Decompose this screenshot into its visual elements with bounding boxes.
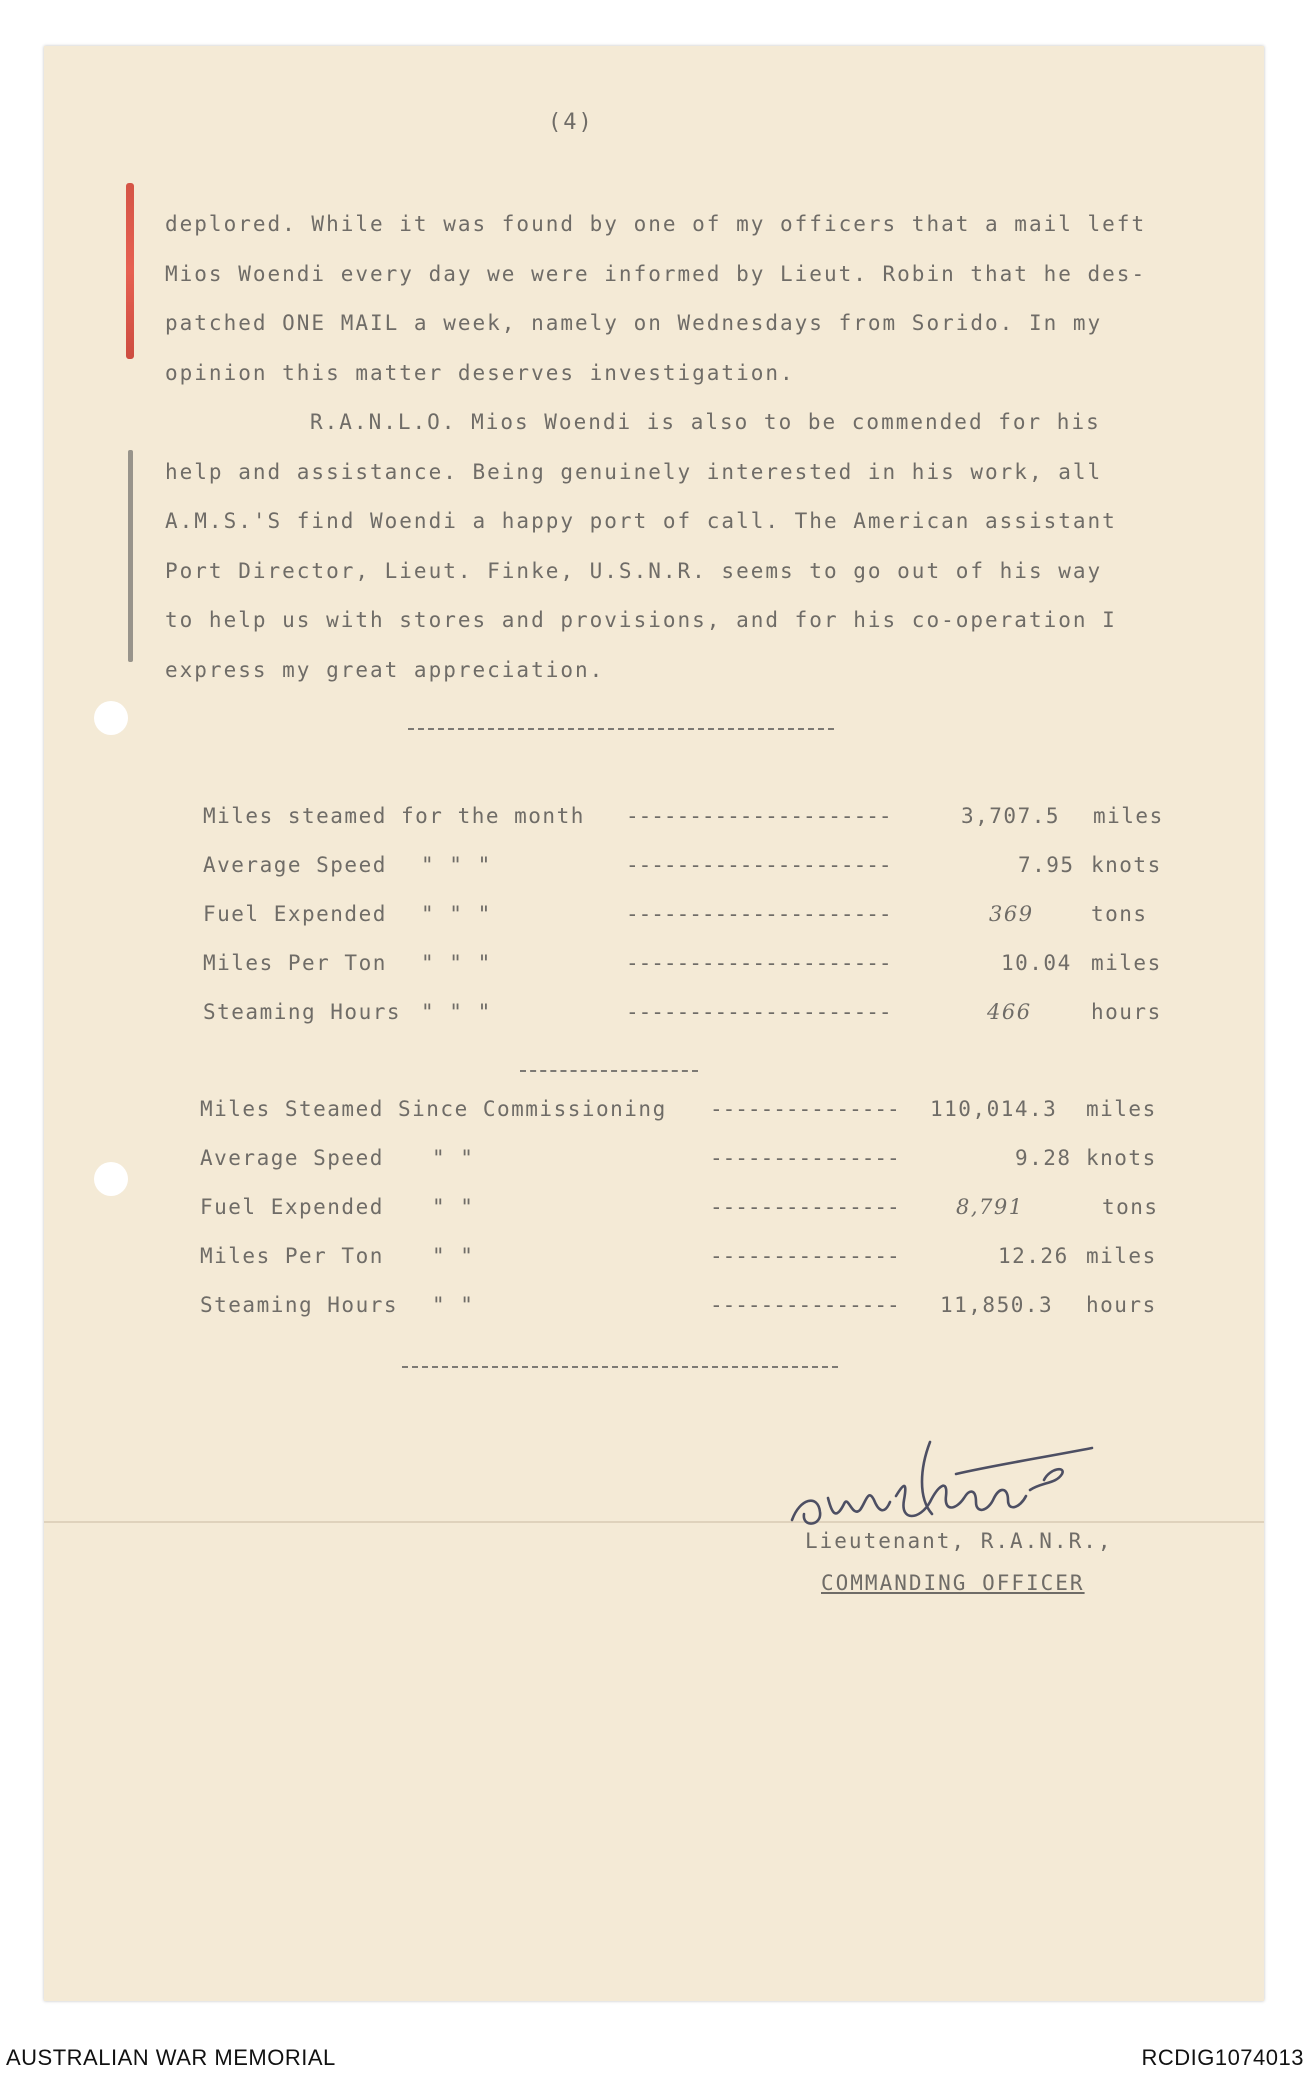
paragraph-1-line: Mios Woendi every day we were informed by Lieut. Robin that he des- [165, 261, 1147, 286]
stat-ditto: " " [432, 1244, 475, 1268]
pencil-margin-mark [128, 450, 133, 662]
stat-leader: --------------------- [626, 804, 892, 828]
stat-label: Miles Steamed Since Commissioning [200, 1097, 667, 1121]
table-divider [520, 1070, 698, 1072]
stat-unit: hours [1091, 1000, 1162, 1024]
stat-value: 7.95 [1018, 853, 1075, 877]
stat-label: Average Speed [203, 853, 387, 877]
stat-ditto: " " [432, 1293, 475, 1317]
paragraph-1-line: deplored. While it was found by one of my officers that a mail left [165, 212, 1147, 236]
paragraph-2-line: help and assistance. Being genuinely interested in his work, all [165, 459, 1103, 484]
stat-leader: --------------- [710, 1097, 900, 1121]
punch-hole-lower [94, 1162, 128, 1196]
stat-leader: --------------------- [626, 853, 892, 877]
page-number: (4) [548, 110, 594, 135]
stat-leader: --------------------- [626, 951, 892, 975]
punch-hole-upper [94, 701, 128, 735]
stat-leader: --------------- [710, 1195, 900, 1219]
archive-id: RCDIG1074013 [1141, 2045, 1304, 2070]
stat-leader: --------------- [710, 1293, 900, 1317]
stat-unit: miles [1086, 1097, 1157, 1121]
stat-value: 9.28 [1015, 1146, 1072, 1170]
paragraph-1-line: patched ONE MAIL a week, namely on Wednesdays from Sorido. In my [165, 311, 1103, 335]
stat-leader: --------------------- [626, 1000, 892, 1024]
stat-label: Fuel Expended [203, 902, 387, 926]
stat-unit: miles [1091, 951, 1162, 975]
stat-value: 11,850.3 [940, 1293, 1054, 1317]
stat-label: Average Speed [200, 1146, 384, 1170]
stat-value: 10.04 [1001, 951, 1072, 975]
stat-label: Steaming Hours [203, 1000, 402, 1024]
officer-rank: Lieutenant, R.A.N.R., [805, 1529, 1113, 1553]
stat-unit: tons [1102, 1195, 1159, 1219]
stat-unit: knots [1086, 1146, 1157, 1170]
stat-leader: --------------------- [626, 902, 892, 926]
paragraph-2-line: A.M.S.'S find Woendi a happy port of call. The American assistant [165, 509, 1117, 533]
paragraph-2-line: R.A.N.L.O. Mios Woendi is also to be commended for his [310, 410, 1101, 434]
paragraph-2-line: to help us with stores and provisions, and for his co-operation I [165, 608, 1117, 632]
stat-ditto: " " [432, 1195, 475, 1219]
stat-label: Miles steamed for the month [203, 804, 585, 828]
stat-label: Miles Per Ton [203, 951, 387, 975]
stat-unit: hours [1086, 1293, 1157, 1317]
stat-value: 8,791 [956, 1195, 1024, 1219]
stat-ditto: " " " [421, 853, 492, 877]
stat-value: 3,707.5 [961, 804, 1061, 828]
signature-block [805, 1520, 1113, 1604]
stat-label: Steaming Hours [200, 1293, 399, 1317]
archive-credit: AUSTRALIAN WAR MEMORIAL [6, 2045, 336, 2070]
stat-value: 110,014.3 [930, 1097, 1058, 1121]
stat-ditto: " " " [421, 1000, 492, 1024]
red-pencil-margin-mark [126, 183, 134, 359]
stat-label: Miles Per Ton [200, 1244, 384, 1268]
stat-unit: tons [1091, 902, 1148, 926]
paragraph-1 [165, 200, 1205, 695]
stat-unit: miles [1093, 804, 1164, 828]
stat-leader: --------------- [710, 1244, 900, 1268]
stat-value: 12.26 [998, 1244, 1069, 1268]
stat-leader: --------------- [710, 1146, 900, 1170]
section-divider [408, 728, 834, 730]
stat-value: 369 [989, 902, 1034, 926]
paragraph-2-line: Port Director, Lieut. Finke, U.S.N.R. seems to go out of his way [165, 558, 1103, 583]
stat-ditto: " " " [421, 902, 492, 926]
section-divider [402, 1366, 838, 1368]
stat-ditto: " " [432, 1146, 475, 1170]
paragraph-2-line: express my great appreciation. [165, 657, 605, 682]
stat-label: Fuel Expended [200, 1195, 384, 1219]
stat-ditto: " " " [421, 951, 492, 975]
stat-unit: knots [1091, 853, 1162, 877]
stat-unit: miles [1086, 1244, 1157, 1268]
officer-title: COMMANDING OFFICER [821, 1571, 1085, 1595]
stat-value: 466 [987, 1000, 1032, 1024]
paragraph-1-line: opinion this matter deserves investigation. [165, 360, 795, 385]
